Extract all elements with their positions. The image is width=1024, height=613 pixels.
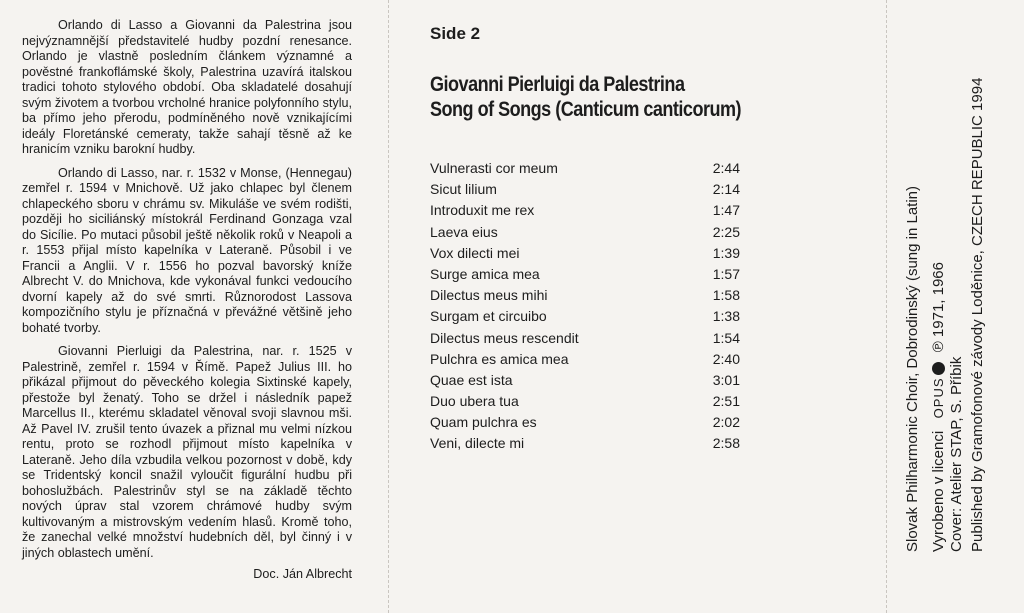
track-name: Laeva eius <box>430 223 498 240</box>
fold-line-right <box>886 0 887 613</box>
fold-line-left <box>388 0 389 613</box>
track-row <box>430 328 740 349</box>
album-title <box>430 72 742 122</box>
performer-credit: Slovak Philharmonic Choir, Dobrodinský (sung in Latin) <box>904 185 921 552</box>
track-time: 2:14 <box>712 181 740 198</box>
track-time: 2:51 <box>712 393 740 410</box>
track-row <box>430 243 740 264</box>
publisher-credit: Published by Gramofonové závody Loděnice, CZECH REPUBLIC 1994 <box>969 77 986 552</box>
track-row <box>430 158 740 179</box>
track-time: 1:57 <box>712 265 740 282</box>
track-name: Vulnerasti cor meum <box>430 160 558 176</box>
track-name: Vox dilecti mei <box>430 244 520 261</box>
track-row <box>430 349 740 370</box>
title-line-2: Song of Songs (Canticum canticorum) <box>430 98 742 121</box>
track-name: Sicut lilium <box>430 181 497 198</box>
track-time: 1:47 <box>712 202 740 219</box>
track-name: Pulchra es amica mea <box>430 350 569 367</box>
track-row <box>430 222 740 243</box>
license-prefix: Vyrobeno v licenci <box>930 430 947 552</box>
phonogram-year: ℗ 1971, 1966 <box>930 262 947 353</box>
liner-paragraph-2: Orlando di Lasso, nar. r. 1532 v Monse, (Hennegau) zemřel r. 1594 v Mnichově. Už jako chlapec byl členem chlapeckého sboru v chrámu sv. Mikuláše ve svém rodišti, později ho siciliánský místokrál Ferdinand Gonzaga vzal do Sicílie. Po mutaci působil ještě několik roků v Neapoli a r. 1553 přijal místo kapelníka v Lateraně. Působil i ve Francii a Anglii. V r. 1556 ho pozval bavorský kníže Albrecht V. do Mnichova, kde vykonával funkci vedoucího dvorní kapely až do své smrti. Různorodost Lassova kompozičního stylu je příznačná v převážné většině jeho bohaté tvorby. <box>22 165 352 335</box>
spine-panel <box>888 0 1024 613</box>
cover-credit: Cover: Atelier STAP, S. Příbik <box>948 356 965 552</box>
opus-logo-mark <box>932 362 945 375</box>
track-name: Surgam et circuibo <box>430 308 547 325</box>
track-list <box>430 158 740 455</box>
author-signature: Doc. Ján Albrecht <box>253 567 352 581</box>
track-row <box>430 433 740 454</box>
track-time: 3:01 <box>712 371 740 388</box>
title-line-1: Giovanni Pierluigi da Palestrina <box>430 73 685 96</box>
track-time: 2:02 <box>712 414 740 431</box>
track-name: Quae est ista <box>430 371 513 388</box>
opus-logo: OPUS <box>931 377 946 419</box>
spine-rotated-text <box>888 0 1024 552</box>
track-time: 1:39 <box>712 244 740 261</box>
track-name: Introduxit me rex <box>430 202 535 219</box>
track-name: Duo ubera tua <box>430 393 519 410</box>
track-time: 2:44 <box>712 160 740 176</box>
track-row <box>430 412 740 433</box>
liner-notes <box>22 18 352 583</box>
liner-paragraph-1: Orlando di Lasso a Giovanni da Palestrina jsou nejvýznamnější představitelé hudby pozdní renesance. Orlando je vlastně posledním článkem významné a pověstné frankoflámské školy, Palestrina uzavírá italskou tradici tohoto stylového období. Oba skladatelé dosahují svým životem a tvorbou vrcholné hranice polyfonního stylu, ba přímo jeho přerodu, podmíněného nově vznikajícími ideály Floretánské cemeraty, takže sahají těsně až ke hranicím vzniku barokní hudby. <box>22 18 352 156</box>
track-panel <box>430 24 740 455</box>
liner-paragraph-3: Giovanni Pierluigi da Palestrina, nar. r. 1525 v Palestrině, zemřel r. 1594 v Římě. Papež Julius III. ho přikázal přijmout do pěveckého kolegia Sixtinské kapely, přestože byl ženatý. Toho se držel i následník papež Marcellus II., kterému skladatel věnoval svoji slavnou mši. Až Pavel IV. zrušil tento úvazek a přiznal mu velmi nízkou rentu, proto se rozhodl přijmout místo kapelníka v Lateraně. Jeho díla vzbudila velkou pozornost v době, kdy se Tridentský koncil snažil vyloučit figurální hudbu při bohoslužbách. Palestrinův styl se na základě těchto nových úprav stal vzorem chrámové hudby svým kultivovaným a mistrovským vedením hlasů. Kromě toho, že zanechal velké množství hudebních děl, byl činný i v jiných oblastech umění. <box>22 344 352 560</box>
track-name: Surge amica mea <box>430 265 540 282</box>
track-row <box>430 370 740 391</box>
side-label: Side 2 <box>430 24 481 43</box>
track-name: Quam pulchra es <box>430 414 537 431</box>
track-time: 2:25 <box>712 223 740 240</box>
track-row <box>430 306 740 327</box>
track-row <box>430 179 740 200</box>
track-name: Veni, dilecte mi <box>430 435 525 452</box>
track-row <box>430 200 740 221</box>
track-time: 1:58 <box>712 287 740 304</box>
track-time: 2:40 <box>712 350 740 367</box>
track-name: Dilectus meus rescendit <box>430 329 579 346</box>
track-row <box>430 391 740 412</box>
track-row <box>430 285 740 306</box>
track-row <box>430 264 740 285</box>
track-name: Dilectus meus mihi <box>430 287 548 304</box>
track-time: 2:58 <box>712 435 740 452</box>
track-time: 1:54 <box>712 329 740 346</box>
track-time: 1:38 <box>712 308 740 325</box>
license-credit <box>930 262 947 552</box>
